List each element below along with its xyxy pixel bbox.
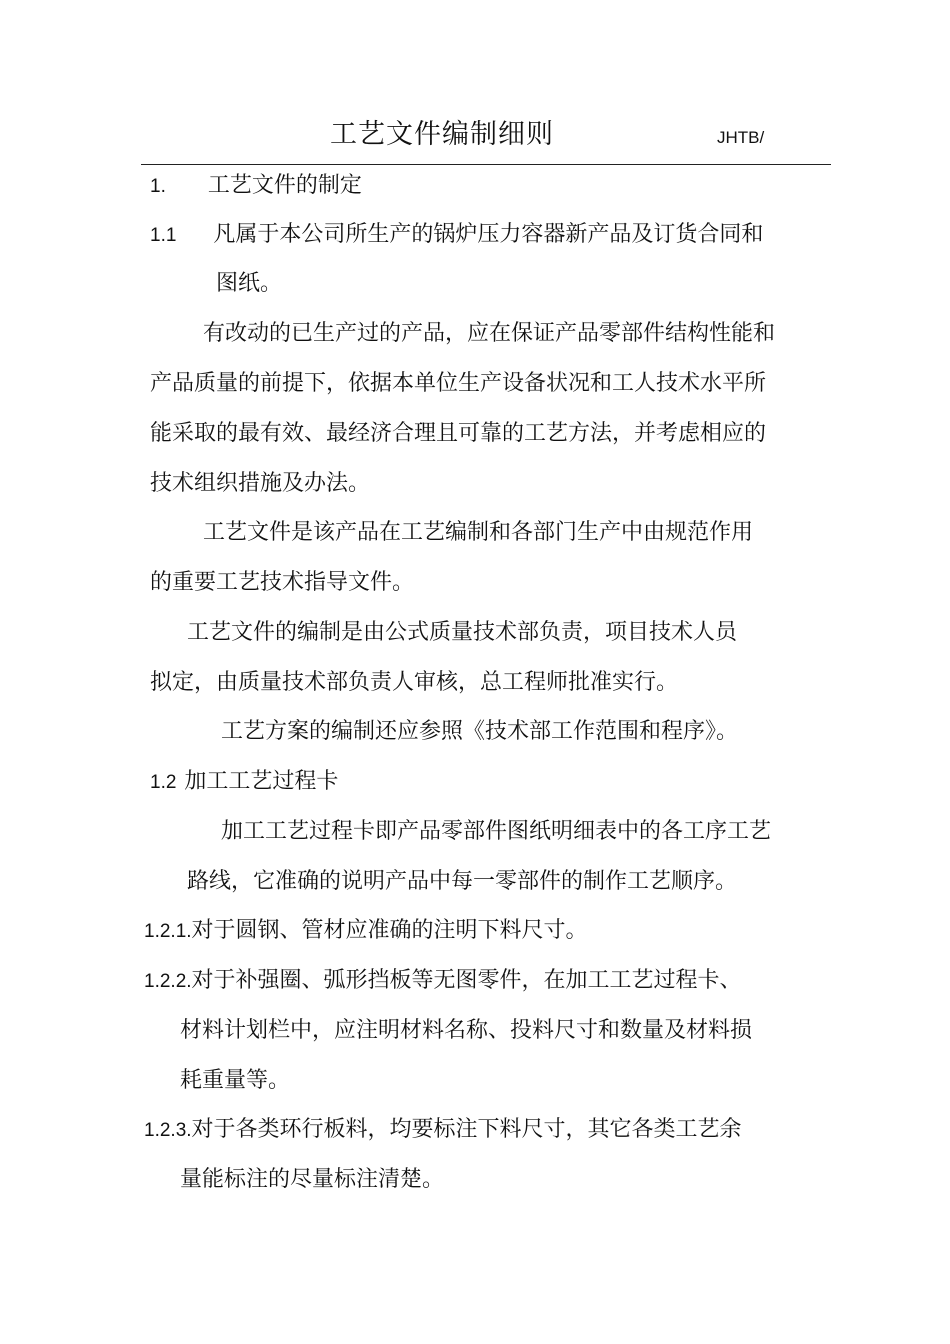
paragraph-5-line-1: 加工工艺过程卡即产品零部件图纸明细表中的各工序工艺 — [221, 819, 772, 844]
section-1-2-2-line-3: 耗重量等。 — [180, 1068, 291, 1093]
paragraph-1-line-2: 产品质量的前提下，依据本单位生产设备状况和工人技术水平所 — [150, 371, 767, 396]
header-rule — [141, 164, 831, 165]
paragraph-4-line-1: 工艺方案的编制还应参照《技术部工作范围和程序》。 — [221, 719, 739, 744]
section-1-2-3-text-1: 对于各类环行板料，均要标注下料尺寸，其它各类工艺余 — [191, 1117, 742, 1142]
paragraph-3-line-2: 拟定，由质量技术部负责人审核，总工程师批准实行。 — [150, 670, 679, 695]
paragraph-3-line-1: 工艺文件的编制是由公式质量技术部负责，项目技术人员 — [187, 620, 738, 645]
section-1-2-title: 加工工艺过程卡 — [184, 769, 339, 794]
section-1-1-line-1 — [150, 220, 763, 251]
section-1-2-3-line-1 — [144, 1115, 742, 1146]
section-1-1-line-2: 图纸。 — [216, 271, 283, 296]
section-1-2-2-line-1 — [144, 966, 742, 997]
paragraph-2-line-1: 工艺文件是该产品在工艺编制和各部门生产中由规范作用 — [203, 520, 754, 545]
section-1-1-number: 1.1 — [150, 225, 177, 246]
paragraph-5-line-2: 路线，它准确的说明产品中每一零部件的制作工艺顺序。 — [187, 869, 738, 894]
section-1-2-1-line-1 — [144, 916, 588, 947]
section-1-2-number: 1.2 — [150, 772, 177, 793]
section-1-number: 1. — [150, 176, 166, 197]
paragraph-2-line-2: 的重要工艺技术指导文件。 — [150, 570, 415, 595]
section-1-1-text-1: 凡属于本公司所生产的锅炉压力容器新产品及订货合同和 — [213, 222, 764, 247]
section-1-2-3-line-2: 量能标注的尽量标注清楚。 — [180, 1167, 445, 1192]
document-title: 工艺文件编制细则 — [330, 119, 554, 150]
paragraph-1-line-4: 技术组织措施及办法。 — [150, 471, 371, 496]
paragraph-1-line-1: 有改动的已生产过的产品，应在保证产品零部件结构性能和 — [203, 321, 776, 346]
section-1-2-3-number: 1.2.3. — [144, 1120, 192, 1141]
section-1-2-2-text-1: 对于补强圈、弧形挡板等无图零件，在加工工艺过程卡、 — [191, 968, 742, 993]
section-1-heading — [150, 171, 362, 202]
section-1-2-2-number: 1.2.2. — [144, 971, 192, 992]
section-1-title: 工艺文件的制定 — [207, 173, 362, 198]
section-1-2-1-text-1: 对于圆钢、管材应准确的注明下料尺寸。 — [191, 918, 588, 943]
section-1-2-1-number: 1.2.1. — [144, 921, 192, 942]
section-1-2-heading — [150, 767, 338, 798]
section-1-2-2-line-2: 材料计划栏中，应注明材料名称、投料尺寸和数量及材料损 — [180, 1018, 753, 1043]
paragraph-1-line-3: 能采取的最有效、最经济合理且可靠的工艺方法，并考虑相应的 — [150, 421, 767, 446]
document-code: JHTB/ — [717, 128, 765, 147]
